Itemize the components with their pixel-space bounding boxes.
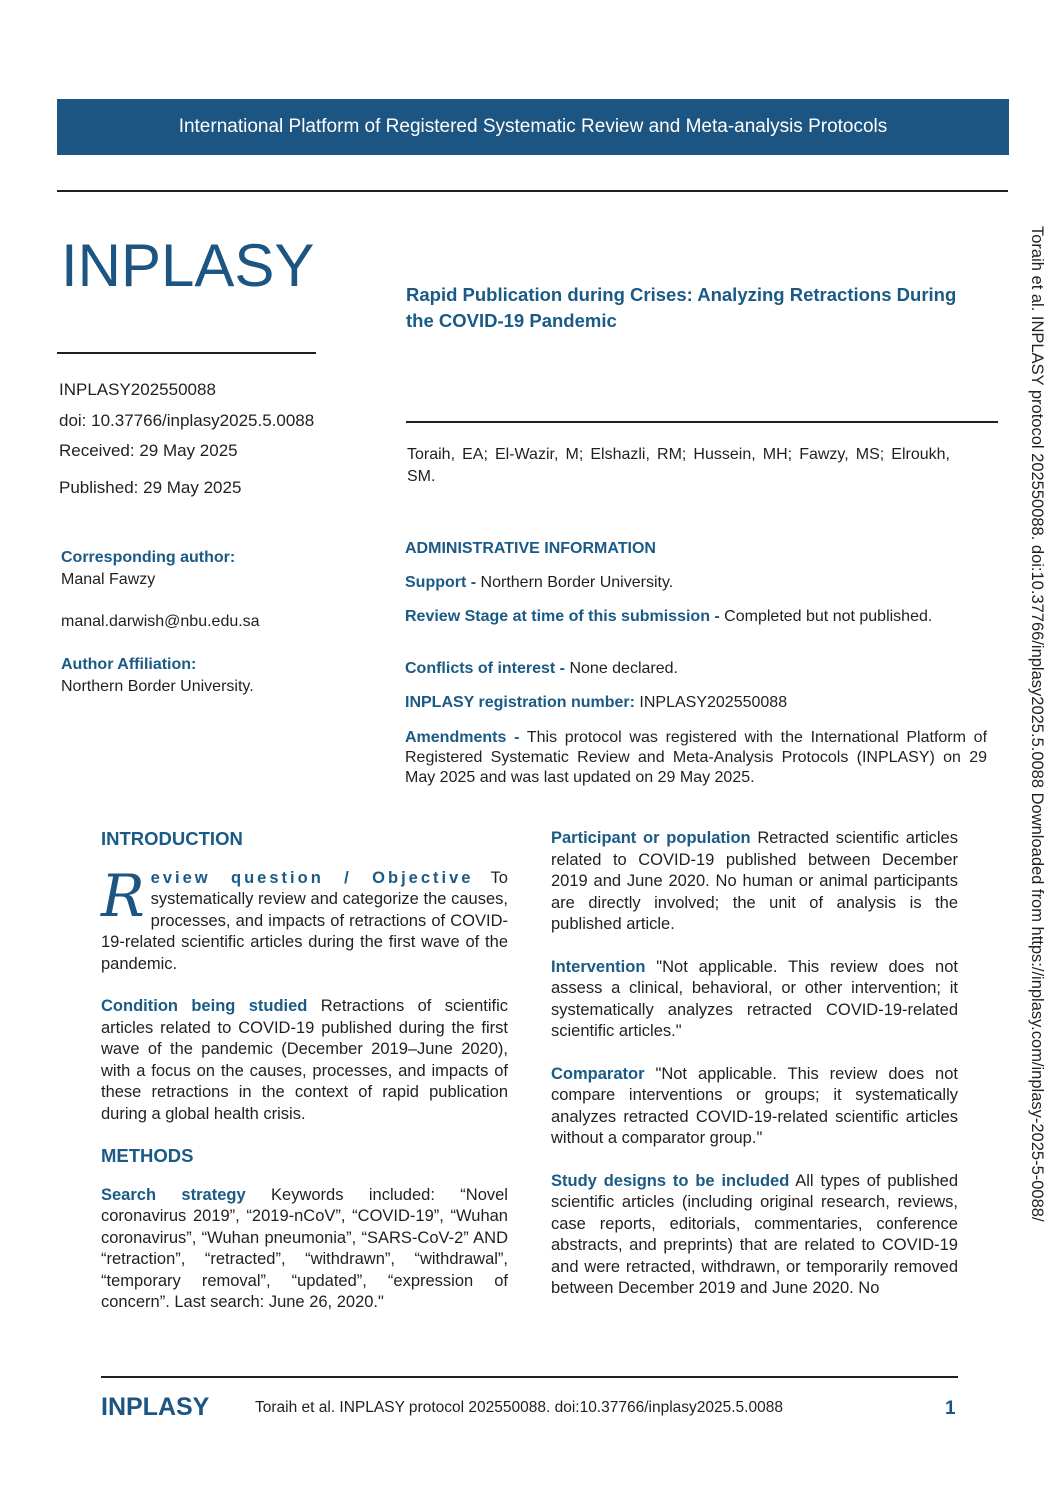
stage-label: Review Stage at time of this submission - bbox=[405, 608, 720, 625]
review-question-text: To systematically review and categorize the causes, processes, and impacts of retractions of COVID-19-related scientific articles during the first wave of the pandemic. bbox=[101, 868, 508, 973]
conflicts-value: None declared. bbox=[565, 660, 678, 677]
participant-label: Participant or population bbox=[551, 829, 751, 847]
received-date: Received: 29 May 2025 bbox=[59, 441, 238, 460]
header-divider bbox=[57, 190, 1008, 192]
methods-heading: METHODS bbox=[101, 1145, 194, 1166]
condition-label: Condition being studied bbox=[101, 997, 308, 1015]
right-column bbox=[551, 828, 958, 1300]
left-column bbox=[101, 828, 508, 1314]
admin-amendments bbox=[405, 728, 987, 788]
doi[interactable]: doi: 10.37766/inplasy2025.5.0088 bbox=[59, 411, 315, 430]
search-paragraph bbox=[101, 1185, 508, 1314]
protocol-id: INPLASY202550088 bbox=[59, 380, 216, 399]
introduction-heading: INTRODUCTION bbox=[101, 828, 243, 849]
support-value: Northern Border University. bbox=[476, 574, 674, 591]
page-number: 1 bbox=[945, 1398, 956, 1419]
registration-label: INPLASY registration number: bbox=[405, 694, 635, 711]
support-label: Support - bbox=[405, 574, 477, 591]
conflicts-label: Conflicts of interest - bbox=[405, 660, 566, 677]
vertical-citation bbox=[1026, 226, 1050, 1326]
paper-title: Rapid Publication during Crises: Analyzing Retractions During the COVID-19 Pandemic bbox=[406, 284, 957, 331]
stage-value: Completed but not published. bbox=[719, 608, 933, 625]
participant-text: Retracted scientific articles related to COVID-19 published between December 2019 and June 2020. No human or animal participants are directly involved; the unit of analysis is the published article. bbox=[551, 829, 958, 933]
review-question-paragraph bbox=[101, 861, 508, 976]
comparator-label: Comparator bbox=[551, 1064, 645, 1083]
study-design-text: All types of published scientific articles (including original research, reviews, case reports, editorials, commentaries, conference abstracts, and preprints) that are related to COVID-19 and were retracted, withdrawn, or temporarily removed between December 2019 and June 2020. No bbox=[551, 1171, 959, 1297]
study-design-label: Study designs to be included bbox=[551, 1171, 790, 1190]
admin-heading: ADMINISTRATIVE INFORMATION bbox=[405, 540, 656, 557]
affiliation-heading: Author Affiliation: bbox=[61, 656, 197, 673]
comparator-text: "Not applicable. This review does not compare interventions or groups; it systematically analyzes retracted COVID-19-related scientific articles without a comparator group." bbox=[551, 1064, 958, 1147]
author-list: Toraih, EA; El-Wazir, M; Elshazli, RM; Hussein, MH; Fawzy, MS; Elroukh, SM. bbox=[407, 446, 950, 485]
intervention-paragraph bbox=[551, 957, 958, 1043]
drop-cap: R bbox=[101, 861, 145, 930]
amendments-label: Amendments - bbox=[405, 729, 520, 746]
footer-logo: INPLASY bbox=[101, 1393, 210, 1421]
amendments-value: This protocol was registered with the International Platform of Registered Systematic Review and Meta-Analysis Protocols (INPLASY) on 29 May 2025 and was last updated on 29 May 2025. bbox=[405, 729, 988, 786]
comparator-paragraph bbox=[551, 1064, 958, 1150]
registration-value: INPLASY202550088 bbox=[634, 694, 788, 711]
title-divider bbox=[406, 421, 998, 423]
search-label: Search strategy bbox=[101, 1185, 246, 1204]
header-banner bbox=[57, 99, 1009, 155]
admin-conflicts bbox=[405, 659, 987, 679]
participant-paragraph bbox=[551, 828, 958, 936]
footer-divider bbox=[101, 1376, 958, 1378]
intervention-label: Intervention bbox=[551, 957, 646, 976]
search-text: Keywords included: “Novel coronavirus 2019”, “2019-nCoV”, “COVID-19”, “Wuhan coronavirus”, “Wuhan pneumonia”, “SARS-CoV-2” AND “retraction”, “retracted”, “withdrawn”, “withdrawal”, “temporary removal”, “updated”, “expression of concern”. Last search: June 26, 2020." bbox=[101, 1185, 508, 1311]
inplasy-logo: INPLASY bbox=[61, 232, 315, 299]
intervention-text: "Not applicable. This review does not assess a clinical, behavioral, or other intervention; it systematically analyzes retracted COVID-19-related scientific articles." bbox=[551, 957, 958, 1040]
vertical-citation-text: Toraih et al. INPLASY protocol 202550088. doi:10.37766/inplasy2025.5.0088 Downloaded from https://inplasy.com/inplasy-2025-5-0088/ bbox=[1028, 226, 1046, 1222]
study-design-paragraph bbox=[551, 1171, 958, 1300]
admin-review-stage bbox=[405, 607, 987, 627]
footer-citation: Toraih et al. INPLASY protocol 202550088. doi:10.37766/inplasy2025.5.0088 bbox=[255, 1399, 783, 1416]
admin-support bbox=[405, 573, 987, 593]
review-question-label: eview question / Objective bbox=[150, 868, 474, 887]
logo-divider bbox=[57, 352, 316, 354]
condition-text: Retractions of scientific articles related to COVID-19 published during the first wave of the pandemic (December 2019–June 2020), with a focus on the causes, processes, and impacts of these retractions in the context of rapid publication during a global health crisis. bbox=[101, 997, 508, 1123]
corresponding-heading: Corresponding author: bbox=[61, 549, 236, 566]
banner-text: International Platform of Registered Systematic Review and Meta-analysis Protocols bbox=[178, 116, 888, 137]
admin-registration bbox=[405, 693, 987, 713]
affiliation-value: Northern Border University. bbox=[61, 678, 254, 695]
corresponding-email[interactable]: manal.darwish@nbu.edu.sa bbox=[61, 613, 260, 630]
condition-paragraph bbox=[101, 996, 508, 1125]
corresponding-name: Manal Fawzy bbox=[61, 571, 156, 588]
published-date: Published: 29 May 2025 bbox=[59, 478, 242, 497]
